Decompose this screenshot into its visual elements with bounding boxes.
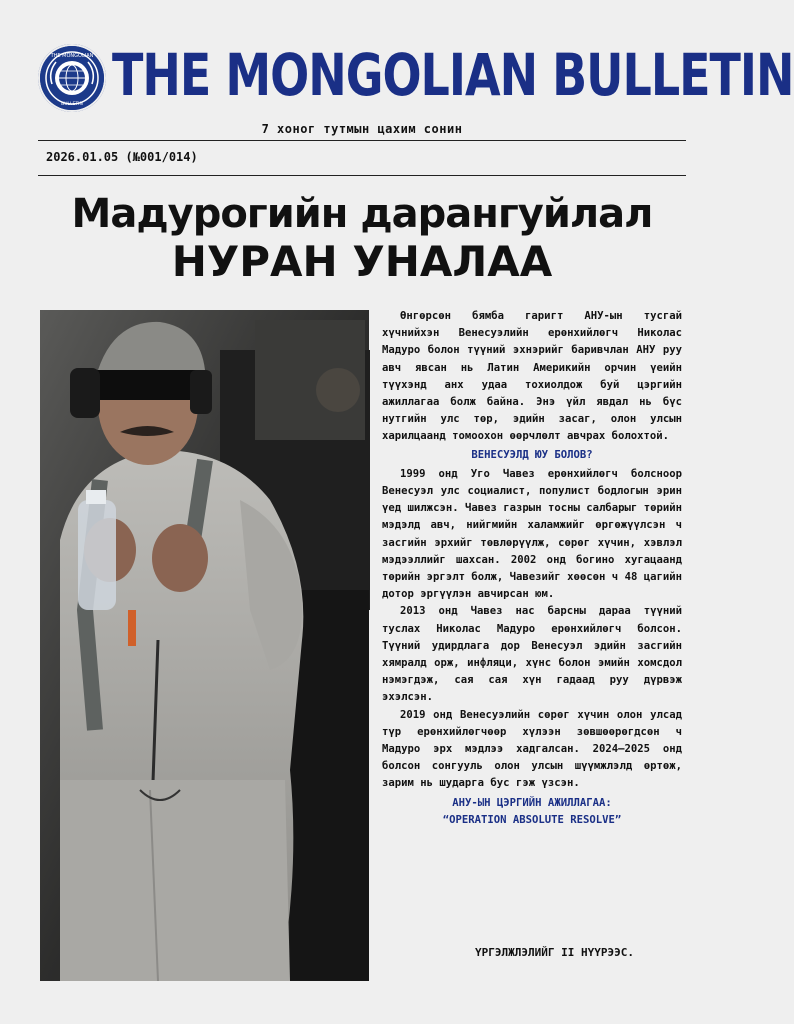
publication-subtitle: 7 хоног тутмын цахим сонин (261, 122, 463, 136)
continued-note: ҮРГЭЛЖЛЭЛИЙГ II НҮҮРЭЭС. (475, 946, 634, 959)
svg-text:THE MONGOLIAN: THE MONGOLIAN (50, 53, 94, 59)
man-blindfolded-photo (40, 310, 369, 981)
headline (0, 190, 724, 286)
svg-text:BULLETIN: BULLETIN (61, 102, 83, 107)
headline-line-1: Мадурогийн дарангуйлал (71, 191, 653, 237)
article-subheading: “OPERATION ABSOLUTE RESOLVE” (442, 813, 622, 826)
article-paragraph: 2019 онд Венесуэлийн сөрөг хүчин олон улсад түр ерөнхийлөгчөөр хүлээн зөвшөөрөгдсөн ч Мадуро эрх мэдлээ хадгалсан. 2024–2025 онд болсон сонгууль олон улсын шүүмжлэлд өртөж, зарим нь шударга бус гэж үзсэн. (382, 708, 682, 790)
article-paragraph: 1999 онд Уго Чавез ерөнхийлөгч болсноор Венесуэл улс социалист, популист бодлогын эрин үед шилжсэн. Чавез газрын тосны салбарыг төрийн мэдэлд авч, нийгмийн халамжийг өргөжүүлсэн ч засгийн эрхийг төвлөрүүлж, сөрөг хүчин, хэвлэл мэдээллийг шахсан. 2002 онд богино хугацаанд төрийн эргэлт болж, Чавезийг хөөсөн ч 48 цагийн дотор эргүүлэн авчирсан юм. (382, 467, 682, 601)
article-body (382, 308, 682, 831)
divider (38, 140, 686, 141)
article-paragraph: 2013 онд Чавез нас барсны дараа түүний туслах Николас Мадуро ерөнхийлөгч болсон. Түүний удирдлага дор Венесуэл эдийн засгийн хямралд орж, инфляци, хүнс болон эмийн хомсдол нэмэгдэж, сая сая хүн гадаад руу дүрвэж эхэлсэн. (382, 605, 682, 704)
article-subheading: АНУ-ЫН ЦЭРГИЙН АЖИЛЛАГАА: (452, 796, 612, 809)
article-subheading: ВЕНЕСУЭЛД ЮУ БОЛОВ? (471, 448, 593, 461)
bulletin-seal-logo (38, 44, 106, 112)
divider (38, 175, 686, 176)
headline-line-2: НУРАН УНАЛАА (171, 237, 553, 286)
masthead-title: THE MONGOLIAN BULLETIN (112, 41, 794, 109)
article-paragraph: Өнгөрсөн бямба гаригт АНУ-ын тусгай хүчнийхэн Венесуэлийн ерөнхийлөгч Николас Мадуро болон түүний эхнэрийг баривчлан АНУ руу авч явсан нь Латин Америкийн орчин үеийн түүхэнд анх удаа тохиолдож буй цэргийн ажиллагаа болж байна. Энэ үйл явдал нь бүс нутгийн улс төр, эдийн засаг, олон улсын харилцаанд томоохон өөрчлөлт авчрах болохтой. (382, 310, 682, 443)
issue-dateline: 2026.01.05 (№001/014) (46, 150, 198, 164)
